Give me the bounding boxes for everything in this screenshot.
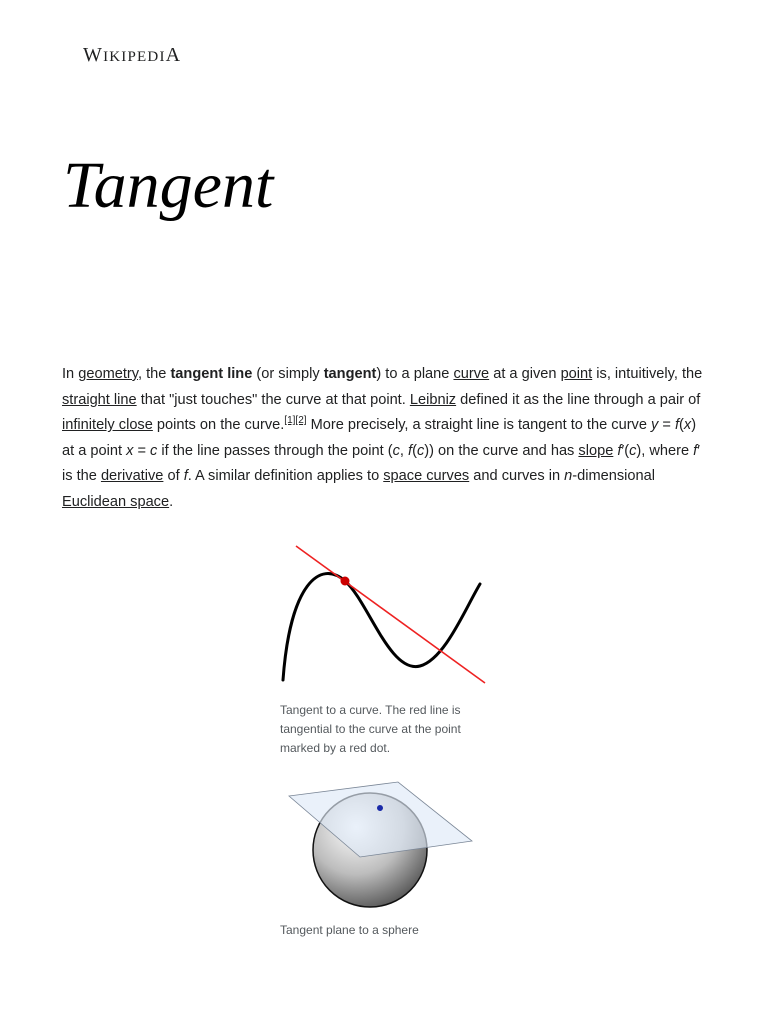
figure-caption: Tangent to a curve. The red line is tangential to the curve at the point marked by a red dot. xyxy=(280,703,461,755)
math-var: f xyxy=(693,442,698,459)
text: that "just touches" the curve at that point. xyxy=(136,391,410,408)
math-var: x xyxy=(683,417,692,434)
link-space-curves[interactable]: space curves xyxy=(383,468,470,485)
citation-refs xyxy=(284,415,306,426)
text: at a given xyxy=(489,366,561,382)
link-leibniz[interactable]: Leibniz xyxy=(409,391,457,408)
figure-caption: Tangent plane to a sphere xyxy=(280,923,419,937)
text: of xyxy=(163,468,184,485)
tangent-point-dot xyxy=(377,805,383,811)
text: defined it as the line through a pair of xyxy=(456,391,701,408)
intro-paragraph xyxy=(62,362,712,516)
logo-letters: IKIPEDI xyxy=(103,49,166,65)
link-infinitely-close[interactable]: infinitely close xyxy=(62,417,153,434)
link-derivative[interactable]: derivative xyxy=(100,468,164,485)
math-var: c xyxy=(150,442,158,459)
text: = xyxy=(658,417,675,434)
logo-letter-a: A xyxy=(165,44,182,66)
text: , the xyxy=(137,366,171,382)
term-tangent: tangent xyxy=(323,366,377,382)
text: is, intuitively, the xyxy=(592,366,703,382)
text: and curves in xyxy=(469,468,565,485)
text: . A similar definition applies to xyxy=(187,468,384,485)
math-var: f xyxy=(183,468,188,485)
text: on the curve and has xyxy=(434,442,579,459)
text: if the line passes through the point ( xyxy=(157,442,393,459)
text: ( xyxy=(679,417,684,434)
text: is the xyxy=(62,468,101,485)
wikipedia-logo[interactable] xyxy=(83,44,181,67)
math-var: c xyxy=(392,442,400,459)
math-var: x xyxy=(126,442,134,459)
text: = xyxy=(133,442,151,459)
link-point[interactable]: point xyxy=(560,366,593,382)
citation-1[interactable]: [1] xyxy=(284,415,296,427)
link-slope[interactable]: slope xyxy=(578,442,614,459)
math-var: c xyxy=(629,442,637,459)
text: In xyxy=(62,366,79,382)
math-var: f xyxy=(617,442,622,459)
page-title: Tangent xyxy=(63,149,274,222)
text: More precisely, a straight line is tangent to the curve xyxy=(306,417,652,434)
math-var: f xyxy=(674,417,680,434)
text: ( xyxy=(624,442,630,459)
logo-letter-w: W xyxy=(83,44,104,66)
text: -dimensional xyxy=(572,468,656,485)
link-curve[interactable]: curve xyxy=(453,366,490,382)
text: . xyxy=(169,493,174,510)
text: )) xyxy=(424,442,434,459)
figure-tangent-plane xyxy=(280,780,480,940)
math-var: c xyxy=(416,442,425,459)
tangent-curve-image[interactable] xyxy=(280,544,490,689)
text: , where xyxy=(641,442,694,459)
tangent-line xyxy=(296,546,485,683)
link-euclidean-space[interactable]: Euclidean space xyxy=(62,493,170,510)
text: ( xyxy=(412,442,417,459)
tangent-point-dot xyxy=(341,577,350,586)
link-geometry[interactable]: geometry xyxy=(78,366,138,382)
term-tangent-line: tangent line xyxy=(170,366,253,382)
math-var: y xyxy=(651,417,659,434)
text: , xyxy=(399,442,409,459)
citation-2[interactable]: [2] xyxy=(295,415,307,427)
text: ′ xyxy=(621,442,625,459)
text: (or simply xyxy=(252,366,324,382)
text: points on the curve. xyxy=(152,417,285,434)
text: ′ xyxy=(697,442,700,459)
math-var: f xyxy=(408,442,413,459)
curve-path xyxy=(283,574,480,680)
text: at a point xyxy=(62,442,127,459)
tangent-plane-image[interactable] xyxy=(280,780,475,912)
text: ) xyxy=(636,442,642,459)
figure-tangent-curve xyxy=(280,544,490,758)
link-straight-line[interactable]: straight line xyxy=(62,391,137,408)
math-var: n xyxy=(564,468,573,485)
text: ) xyxy=(691,417,697,434)
text: ) to a plane xyxy=(376,366,454,382)
